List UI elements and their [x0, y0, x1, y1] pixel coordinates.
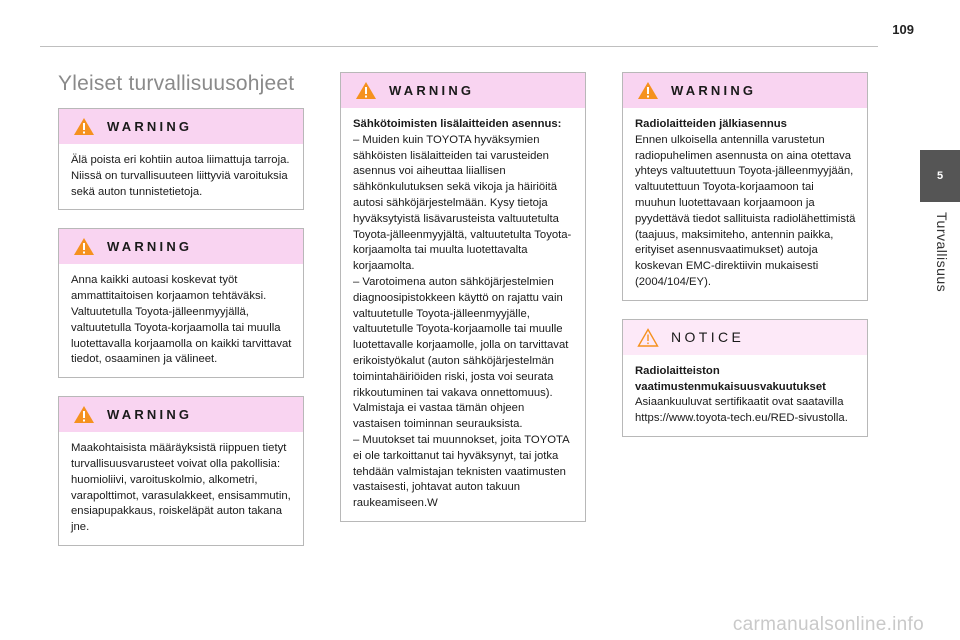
warning-triangle-icon — [355, 81, 377, 100]
notice-text: Asiaankuuluvat sertifikaatit ovat saatavilla https://www.toyota-tech.eu/RED-sivustolla. — [635, 396, 848, 425]
notice-text-block — [623, 355, 867, 436]
warning-text: Maakohtaisista määräyksistä riippuen tietyt turvallisuusvarusteet voivat olla pakollisia: huomioliivi, varoituskolmio, alkometri, varapolttimot, varasulakkeet, ensisammutin, ensiapupakkaus, roiskeläpät auton takana jne. — [71, 442, 291, 534]
warning-triangle-icon — [637, 81, 659, 100]
warning-header — [341, 73, 585, 108]
warning-label: WARNING — [389, 83, 475, 98]
warning-text: – Muiden kuin TOYOTA hyväksymien sähköisten lisälaitteiden tai varusteiden asennus voi aiheuttaa liiallisen sähkönkulutuksen sekä vikoja ja häiriöitä autosi sähköjärjestelmään. Kysy tietoja hyväksytyistä lisävarusteista valtuutetulta Toyota-jälleenmyyjältä, valtuutetulta Toyota-korjaamolta tai muulta luotettavalta korjaamolta. – Varotoimena auton sähköjärjestelmien diagnoosipistokkeen käyttö on rajattu vain valtuutetulle Toyota-jälleenmyyjälle, valtuutetulle Toyota-korjaamolle tai muulle luotettavalle korjaamolle, jolla on tarvittavat erikoistyökalut (auton sähköjärjestelmän toimintahäiriöiden riski, josta voi seurata rikkoutuminen tai vakava onnettomuus). Valmistaja ei vastaa tämän ohjeen vastaisen toiminnan seurauksista. – Muutokset tai muunnokset, joita TOYOTA ei ole tarkoittanut tai hyväksynyt, tai jotka tehdään valmistajan teknisten vaatimusten vastaisesti, johtavat auton takuun raukeamiseen.W — [353, 133, 572, 510]
warning-label: WARNING — [107, 239, 193, 255]
warning-label: WARNING — [671, 83, 757, 98]
notice-box-declarations — [622, 319, 868, 437]
warning-header — [623, 73, 867, 108]
warning-triangle-icon — [73, 117, 95, 136]
warning-box-electrical-accessories — [340, 72, 586, 522]
warning-header — [59, 229, 303, 264]
warning-box-stickers — [58, 108, 304, 210]
column-middle — [322, 64, 604, 540]
warning-text-block — [341, 108, 585, 521]
notice-title: Radiolaitteiston vaatimustenmukaisuusvakuutukset — [635, 364, 826, 393]
warning-label: WARNING — [107, 119, 193, 134]
notice-label: NOTICE — [671, 329, 745, 346]
warning-text: Anna kaikki autoasi koskevat työt ammattitaitoisen korjaamon tehtäväksi. Valtuutetulla Toyota-jälleenmyyjällä, valtuutetulla Toyota-korjaamolla tai muulla luotettavalla korjaamolla on kaikki tarvittavat tiedot, osaaminen ja välineet. — [71, 274, 292, 366]
page-number: 109 — [892, 22, 914, 37]
warning-triangle-icon — [73, 405, 95, 424]
warning-text: Ennen ulkoisella antennilla varustetun radiopuhelimen asennusta on aina otettava yhteys valtuutettuun Toyota-jälleenmyyjään, valtuutettuun Toyota-korjaamoon tai muuhun luotettavaan korjaamoon ja pyydettävä tiedot sallituista radiolähettimistä (taajuus, maksimiteho, antennin paikka, erityiset asennusvaatimukset) autoja koskevan EMC-direktiivin mukaisesti (2004/104/EY). — [635, 133, 856, 288]
warning-triangle-icon — [73, 237, 95, 256]
notice-header — [623, 320, 867, 355]
warning-box-radio-installation — [622, 72, 868, 301]
chapter-number: 5 — [936, 170, 944, 182]
warning-box-safety-equipment — [58, 396, 304, 546]
section-title: Yleiset turvallisuusohjeet — [58, 72, 295, 95]
column-right — [604, 64, 886, 455]
warning-box-workshop — [58, 228, 304, 378]
warning-text: Älä poista eri kohtiin autoa liimattuja tarroja. Niissä on turvallisuuteen liittyviä varoituksia sekä auton tunnistetietoja. — [71, 154, 290, 198]
warning-title: Sähkötoimisten lisälaitteiden asennus: — [353, 118, 562, 130]
warning-label: WARNING — [107, 407, 193, 423]
header-divider — [40, 46, 878, 47]
warning-title: Radiolaitteiden jälkiasennus — [635, 118, 787, 130]
chapter-label: Turvallisuus — [934, 212, 950, 293]
watermark: carmanualsonline.info — [732, 614, 924, 635]
notice-triangle-icon — [637, 328, 659, 347]
warning-header — [59, 109, 303, 144]
chapter-tab[interactable] — [920, 150, 960, 202]
warning-text-block — [623, 108, 867, 300]
warning-header — [59, 397, 303, 432]
column-left — [40, 64, 322, 564]
